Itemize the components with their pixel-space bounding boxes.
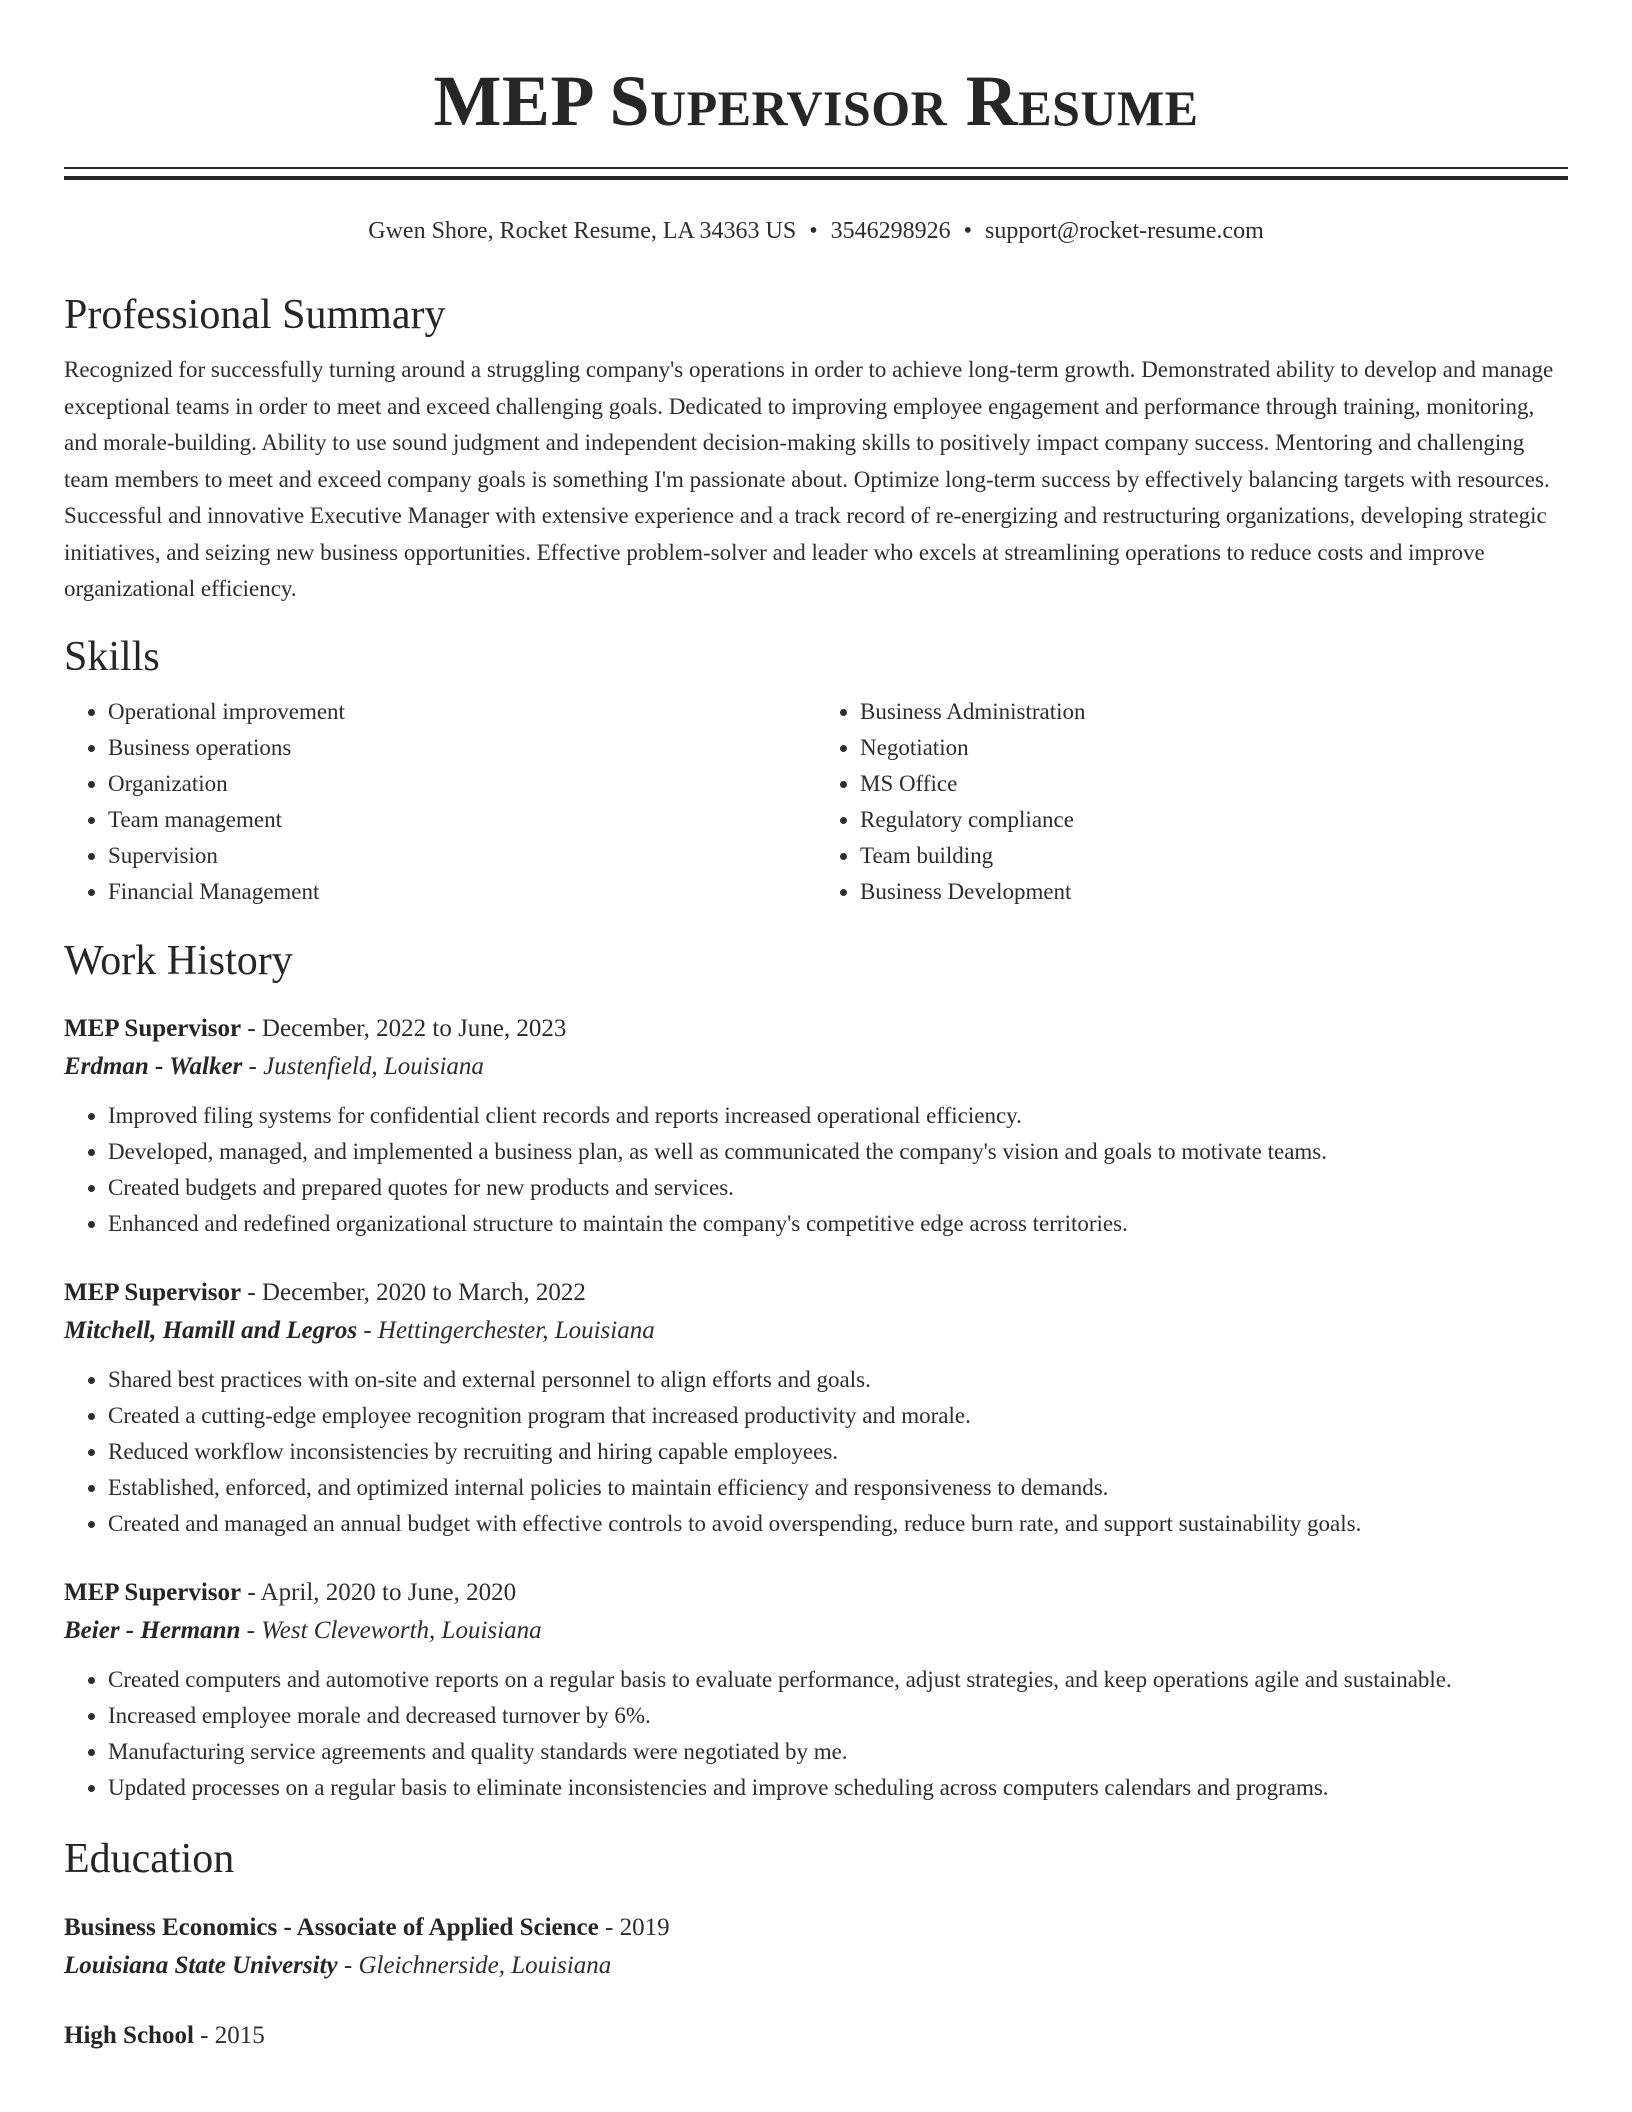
education-year: - 2015 <box>193 2021 265 2049</box>
skill-item: • Team building <box>860 838 1568 874</box>
skill-item: • Operational improvement <box>108 694 816 730</box>
education-degree-line <box>64 2017 1568 2055</box>
job-company: Beier - Hermann <box>64 1617 241 1645</box>
job-title-line <box>64 1274 1568 1312</box>
job-company-line <box>64 1312 1568 1350</box>
job-title: MEP Supervisor <box>64 1015 242 1043</box>
education-degree: Business Economics - Associate of Applied Science <box>64 1913 599 1941</box>
job-dates: - December, 2022 to June, 2023 <box>241 1015 567 1043</box>
education-school-line <box>64 1947 1568 1985</box>
skill-item: • Negotiation <box>860 730 1568 766</box>
skills-list-left <box>64 694 816 910</box>
job-title: MEP Supervisor <box>64 1579 242 1607</box>
skills-columns <box>64 694 1568 910</box>
skill-item: • Business Development <box>860 874 1568 910</box>
job-bullets <box>64 1098 1568 1242</box>
education-degree-line <box>64 1909 1568 1947</box>
education-year: - 2019 <box>598 1913 670 1941</box>
education-entry <box>64 2017 1568 2055</box>
contact-address: Gwen Shore, Rocket Resume, LA 34363 US <box>368 218 797 244</box>
skill-item: • MS Office <box>860 766 1568 802</box>
job-bullet: • Increased employee morale and decreased turnover by 6%. <box>108 1698 1568 1734</box>
skill-item: • Business Administration <box>860 694 1568 730</box>
job-bullet: • Created and managed an annual budget with effective controls to avoid overspending, reduce burn rate, and support sustainability goals. <box>108 1506 1568 1542</box>
title-rule-thin <box>64 167 1568 169</box>
job-title-line <box>64 1010 1568 1048</box>
education-school: Louisiana State University <box>64 1951 338 1979</box>
title-rule-thick <box>64 176 1568 180</box>
job-bullets <box>64 1662 1568 1806</box>
job-dates: - April, 2020 to June, 2020 <box>241 1579 517 1607</box>
resume-title: MEP Supervisor Resume <box>433 61 1199 141</box>
skill-item: • Business operations <box>108 730 816 766</box>
job-bullet: • Created computers and automotive reports on a regular basis to evaluate performance, adjust strategies, and keep operations agile and sustainable. <box>108 1662 1568 1698</box>
summary-text: Recognized for successfully turning around a struggling company's operations in order to achieve long-term growth. Demonstrated ability to develop and manage exceptional teams in order to meet and exceed challenging goals. Dedicated to improving employee engagement and performance through training, monitoring, and morale-building. Ability to use sound judgment and independent decision-making skills to positively impact company success. Mentoring and challenging team members to meet and exceed company goals is something I'm passionate about. Optimize long-term success by effectively balancing targets with resources. Successful and innovative Executive Manager with extensive experience and a track record of re-energizing and restructuring organizations, developing strategic initiatives, and seizing new business opportunities. Effective problem-solver and leader who excels at streamlining operations to reduce costs and improve organizational efficiency. <box>64 357 1554 602</box>
job-company: Mitchell, Hamill and Legros <box>64 1317 358 1345</box>
job-title: MEP Supervisor <box>64 1279 242 1307</box>
skill-item: • Regulatory compliance <box>860 802 1568 838</box>
job-company-line <box>64 1048 1568 1086</box>
contact-separator: • <box>809 218 818 244</box>
job-bullet: • Created a cutting-edge employee recognition program that increased productivity and morale. <box>108 1398 1568 1434</box>
skill-item: • Organization <box>108 766 816 802</box>
job-entry <box>64 1574 1568 1806</box>
job-company-line <box>64 1612 1568 1650</box>
job-bullet: • Reduced workflow inconsistencies by recruiting and hiring capable employees. <box>108 1434 1568 1470</box>
job-bullet: • Established, enforced, and optimized internal policies to maintain efficiency and responsiveness to demands. <box>108 1470 1568 1506</box>
job-location: - West Cleveworth, Louisiana <box>240 1617 542 1645</box>
job-dates: - December, 2020 to March, 2022 <box>241 1279 586 1307</box>
job-bullet: • Updated processes on a regular basis to eliminate inconsistencies and improve scheduling across computers calendars and programs. <box>108 1770 1568 1806</box>
skill-item: • Financial Management <box>108 874 816 910</box>
job-entry <box>64 1010 1568 1242</box>
job-entry <box>64 1274 1568 1542</box>
job-location: - Justenfield, Louisiana <box>242 1053 484 1081</box>
summary-heading: Professional Summary <box>64 291 446 338</box>
education-degree: High School <box>64 2021 194 2049</box>
job-bullet: • Improved filing systems for confidential client records and reports increased operational efficiency. <box>108 1098 1568 1134</box>
work-history-heading: Work History <box>64 938 293 985</box>
job-title-line <box>64 1574 1568 1612</box>
skills-list-right <box>816 694 1568 910</box>
job-bullet: • Developed, managed, and implemented a business plan, as well as communicated the company's vision and goals to motivate teams. <box>108 1134 1568 1170</box>
skill-item: • Team management <box>108 802 816 838</box>
education-location: - Gleichnerside, Louisiana <box>337 1951 612 1979</box>
contact-phone: 3546298926 <box>830 218 951 244</box>
skills-heading: Skills <box>64 633 160 680</box>
job-bullets <box>64 1362 1568 1542</box>
contact-separator: • <box>963 218 973 244</box>
job-bullet: • Enhanced and redefined organizational structure to maintain the company's competitive edge across territories. <box>108 1206 1568 1242</box>
contact-line <box>64 217 1568 246</box>
education-heading: Education <box>64 1836 235 1883</box>
education-entry <box>64 1909 1568 1985</box>
job-company: Erdman - Walker <box>64 1053 243 1081</box>
contact-email: support@rocket-resume.com <box>985 218 1264 244</box>
skill-item: • Supervision <box>108 838 816 874</box>
job-bullet: • Manufacturing service agreements and quality standards were negotiated by me. <box>108 1734 1568 1770</box>
job-bullet: • Shared best practices with on-site and external personnel to align efforts and goals. <box>108 1362 1568 1398</box>
job-bullet: • Created budgets and prepared quotes for new products and services. <box>108 1170 1568 1206</box>
job-location: - Hettingerchester, Louisiana <box>357 1317 655 1345</box>
